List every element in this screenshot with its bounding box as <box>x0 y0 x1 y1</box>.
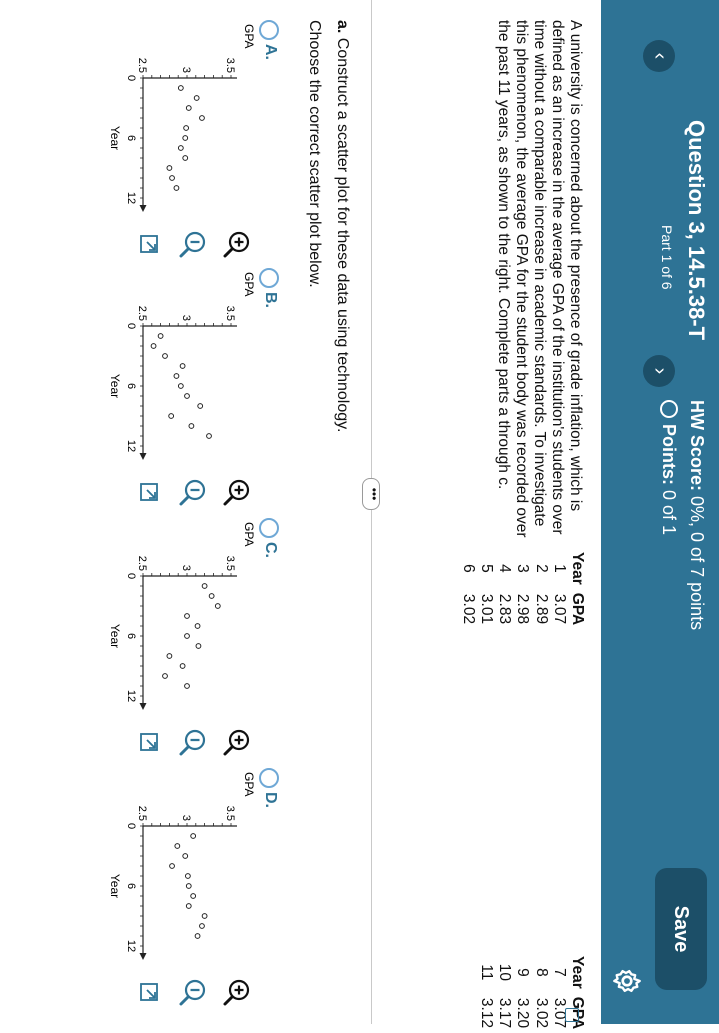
option-radio[interactable] <box>259 768 279 788</box>
x-axis-arrow-icon <box>140 205 147 212</box>
scatter-point <box>170 864 175 869</box>
x-axis-arrow-icon <box>140 453 147 460</box>
part-a-text: Construct a scatter plot for these data using technology. <box>334 37 351 433</box>
y-tick-label: 3.5 <box>224 305 236 321</box>
scatter-point <box>167 166 172 171</box>
scatter-point <box>175 844 180 849</box>
option-radio[interactable] <box>259 20 279 40</box>
table-row <box>513 548 531 629</box>
gpa-cell: 2.98 <box>514 593 532 625</box>
part-label: Part 1 of 6 <box>659 225 675 290</box>
col-header-gpa: GPA <box>569 592 586 626</box>
question-title: Question 3, 14.5.38-T <box>684 120 709 341</box>
header-bar <box>601 0 719 1024</box>
zoom-out-icon[interactable] <box>177 976 209 1008</box>
scatter-point <box>194 96 199 101</box>
more-button[interactable]: ••• <box>362 478 380 510</box>
zoom-out-icon[interactable] <box>177 726 209 758</box>
x-axis-label: Year <box>108 373 122 399</box>
points-value: 0 of 1 <box>659 490 679 536</box>
x-tick-label: 6 <box>125 382 137 390</box>
x-tick-label: 0 <box>125 572 137 580</box>
gpa-cell: 3.01 <box>477 593 495 625</box>
col-header-year: Year <box>569 552 586 585</box>
y-axis-label: GPA <box>242 272 256 297</box>
y-tick-label: 2.5 <box>136 57 148 73</box>
scatter-point <box>185 614 190 619</box>
x-axis-arrow-icon <box>140 703 147 710</box>
scatter-point <box>163 354 168 359</box>
x-tick-label: 12 <box>125 939 137 953</box>
prev-question-button[interactable] <box>643 40 675 72</box>
y-tick-label: 3 <box>180 66 192 73</box>
option-letter: A. <box>262 44 279 60</box>
year-cell: 9 <box>514 968 532 977</box>
scatter-point <box>191 834 196 839</box>
scatter-point <box>186 106 191 111</box>
part-a-letter: a. <box>334 20 351 34</box>
hw-score-value: 0%, 0 of 7 points <box>687 496 707 631</box>
scatter-point <box>169 414 174 419</box>
zoom-out-icon[interactable] <box>177 228 209 260</box>
scatter-point <box>196 644 201 649</box>
scatter-point <box>174 186 179 191</box>
popout-icon[interactable] <box>133 476 165 508</box>
scatter-plot <box>99 518 259 718</box>
year-cell: 1 <box>551 564 568 573</box>
scatter-point <box>200 116 205 121</box>
divider <box>371 0 372 1024</box>
year-cell: 11 <box>477 964 495 981</box>
table-row <box>477 548 495 629</box>
scatter-point <box>185 874 190 879</box>
scatter-point <box>183 136 188 141</box>
gpa-cell: 3.12 <box>477 997 495 1029</box>
col-header-gpa: GPA <box>569 996 586 1030</box>
x-tick-label: 12 <box>125 191 137 205</box>
part-a-prompt <box>333 20 351 432</box>
scatter-point <box>178 384 183 389</box>
scatter-point <box>200 924 205 929</box>
gpa-cell: 3.17 <box>496 997 514 1029</box>
scatter-point <box>180 364 185 369</box>
scatter-point <box>151 344 156 349</box>
option-letter: B. <box>262 292 279 308</box>
gpa-cell: 3.07 <box>551 593 568 625</box>
points-circle-icon <box>660 400 678 418</box>
scatter-point <box>215 604 220 609</box>
x-axis-label: Year <box>108 623 122 649</box>
option-letter: C. <box>262 542 279 558</box>
choose-instruction: Choose the correct scatter plot below. <box>306 20 323 288</box>
scatter-point <box>158 334 163 339</box>
y-tick-label: 3.5 <box>224 805 236 821</box>
x-tick-label: 0 <box>125 822 137 830</box>
gpa-cell: 3.20 <box>514 997 532 1029</box>
year-cell: 6 <box>459 564 477 573</box>
gpa-cell: 2.89 <box>532 593 550 625</box>
data-table-left <box>458 548 586 629</box>
chevron-left-icon: ‹ <box>649 52 671 60</box>
table-row <box>513 952 531 1033</box>
gpa-cell: 3.02 <box>532 997 550 1029</box>
table-row <box>531 952 549 1033</box>
save-button[interactable]: Save <box>655 868 707 990</box>
zoom-out-icon[interactable] <box>177 476 209 508</box>
year-cell: 3 <box>514 564 532 573</box>
x-axis-arrow-icon <box>140 953 147 960</box>
table-row <box>495 548 513 629</box>
zoom-in-icon[interactable] <box>221 228 253 260</box>
y-tick-label: 3 <box>180 314 192 321</box>
table-row <box>495 952 513 1033</box>
scatter-point <box>183 854 188 859</box>
x-tick-label: 6 <box>125 882 137 890</box>
popout-icon[interactable] <box>133 228 165 260</box>
scatter-point <box>202 584 207 589</box>
x-axis-label: Year <box>108 125 122 151</box>
scatter-point <box>167 654 172 659</box>
scatter-point <box>207 434 212 439</box>
scatter-point <box>183 156 188 161</box>
y-axis-label: GPA <box>242 522 256 547</box>
year-cell: 4 <box>496 564 514 573</box>
popout-icon[interactable] <box>133 726 165 758</box>
col-header-year: Year <box>569 956 586 989</box>
table-row <box>477 952 495 1033</box>
year-cell: 10 <box>496 963 514 981</box>
hw-score <box>686 400 707 630</box>
scatter-point <box>195 934 200 939</box>
gpa-cell: 2.83 <box>496 593 514 625</box>
scatter-plot <box>99 268 259 468</box>
scatter-point <box>186 904 191 909</box>
scatter-point <box>174 374 179 379</box>
x-tick-label: 12 <box>125 689 137 703</box>
x-tick-label: 0 <box>125 74 137 82</box>
zoom-in-icon[interactable] <box>221 726 253 758</box>
scatter-point <box>189 424 194 429</box>
gpa-cell: 3.07 <box>551 997 568 1029</box>
copy-icon[interactable] <box>565 1008 579 1022</box>
scatter-point <box>209 594 214 599</box>
scatter-point <box>178 86 183 91</box>
option-radio[interactable] <box>259 518 279 538</box>
scatter-point <box>163 674 168 679</box>
y-tick-label: 2.5 <box>136 555 148 571</box>
hw-score-label: HW Score: <box>687 400 707 492</box>
scatter-point <box>186 884 191 889</box>
scatter-point <box>185 634 190 639</box>
scatter-point <box>195 624 200 629</box>
y-tick-label: 2.5 <box>136 305 148 321</box>
x-tick-label: 6 <box>125 632 137 640</box>
y-tick-label: 3.5 <box>224 57 236 73</box>
option-radio[interactable] <box>259 268 279 288</box>
y-tick-label: 3 <box>180 814 192 821</box>
gpa-cell: 3.02 <box>459 593 477 625</box>
scatter-point <box>202 914 207 919</box>
x-tick-label: 0 <box>125 322 137 330</box>
year-cell: 5 <box>477 564 495 573</box>
zoom-in-icon[interactable] <box>221 976 253 1008</box>
gear-icon[interactable] <box>611 965 643 997</box>
table-row <box>531 548 549 629</box>
points-label: Points: <box>659 424 679 485</box>
y-tick-label: 3.5 <box>224 555 236 571</box>
x-tick-label: 12 <box>125 439 137 453</box>
x-axis-label: Year <box>108 873 122 899</box>
table-row <box>550 548 568 629</box>
year-cell: 7 <box>551 968 568 977</box>
scatter-plot <box>99 20 259 220</box>
scatter-point <box>185 684 190 689</box>
year-cell: 8 <box>532 968 550 977</box>
zoom-in-icon[interactable] <box>221 476 253 508</box>
scatter-point <box>198 404 203 409</box>
y-tick-label: 3 <box>180 564 192 571</box>
scatter-point <box>180 664 185 669</box>
scatter-point <box>178 146 183 151</box>
scatter-point <box>185 394 190 399</box>
scatter-point <box>184 126 189 131</box>
popout-icon[interactable] <box>133 976 165 1008</box>
next-question-button[interactable] <box>643 355 675 387</box>
y-axis-label: GPA <box>242 772 256 797</box>
y-tick-label: 2.5 <box>136 805 148 821</box>
x-tick-label: 6 <box>125 134 137 142</box>
year-cell: 2 <box>532 564 550 573</box>
option-letter: D. <box>262 792 279 808</box>
points <box>658 400 679 535</box>
scatter-point <box>170 176 175 181</box>
problem-intro: A university is concerned about the presence of grade inflation, which is defined as an increase in the average GPA of the institution's students over time without a comparable increase in academic standards. To investigate this phenomenon, the average GPA for the student body was recorded over the past 11 years, as shown to the right. Complete parts a through c. <box>495 20 584 538</box>
scatter-point <box>191 894 196 899</box>
chevron-right-icon: › <box>649 367 671 375</box>
y-axis-label: GPA <box>242 24 256 49</box>
scatter-plot <box>99 768 259 968</box>
table-row <box>458 548 476 629</box>
